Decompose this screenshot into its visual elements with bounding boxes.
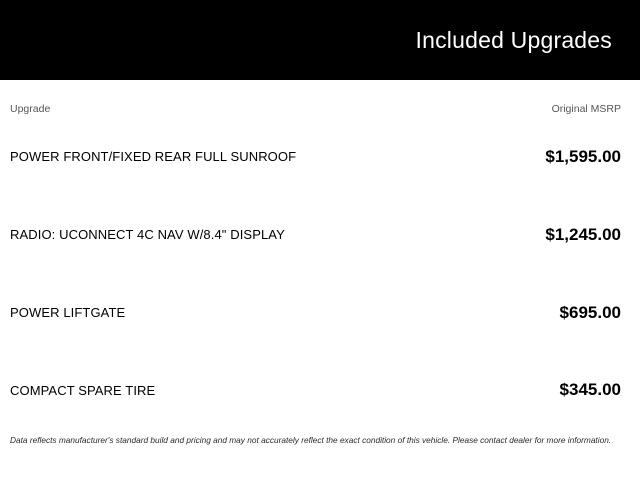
upgrades-table <box>0 118 640 429</box>
page-header <box>0 0 640 80</box>
upgrade-name: POWER FRONT/FIXED REAR FULL SUNROOF <box>10 149 297 165</box>
upgrade-price: $1,245.00 <box>545 224 621 244</box>
disclaimer-text: Data reflects manufacturer's standard build and pricing and may not accurately reflect the exact condition of this vehicle. Please contact dealer for more information. <box>10 435 612 446</box>
table-row <box>10 196 621 274</box>
upgrade-name: POWER LIFTGATE <box>10 305 126 321</box>
upgrade-price: $345.00 <box>559 380 621 400</box>
bottom-spacer <box>0 450 640 480</box>
table-column-headers <box>0 80 640 118</box>
upgrade-price: $695.00 <box>559 302 621 322</box>
upgrade-name: RADIO: UCONNECT 4C NAV W/8.4" DISPLAY <box>10 227 285 243</box>
column-header-msrp: Original MSRP <box>551 103 621 115</box>
column-header-upgrade: Upgrade <box>10 103 51 115</box>
upgrade-price: $1,595.00 <box>545 146 621 166</box>
table-row <box>10 118 621 196</box>
page-title: Included Upgrades <box>415 26 612 53</box>
upgrade-name: COMPACT SPARE TIRE <box>10 382 156 398</box>
table-row <box>10 274 621 352</box>
table-row <box>10 351 621 429</box>
